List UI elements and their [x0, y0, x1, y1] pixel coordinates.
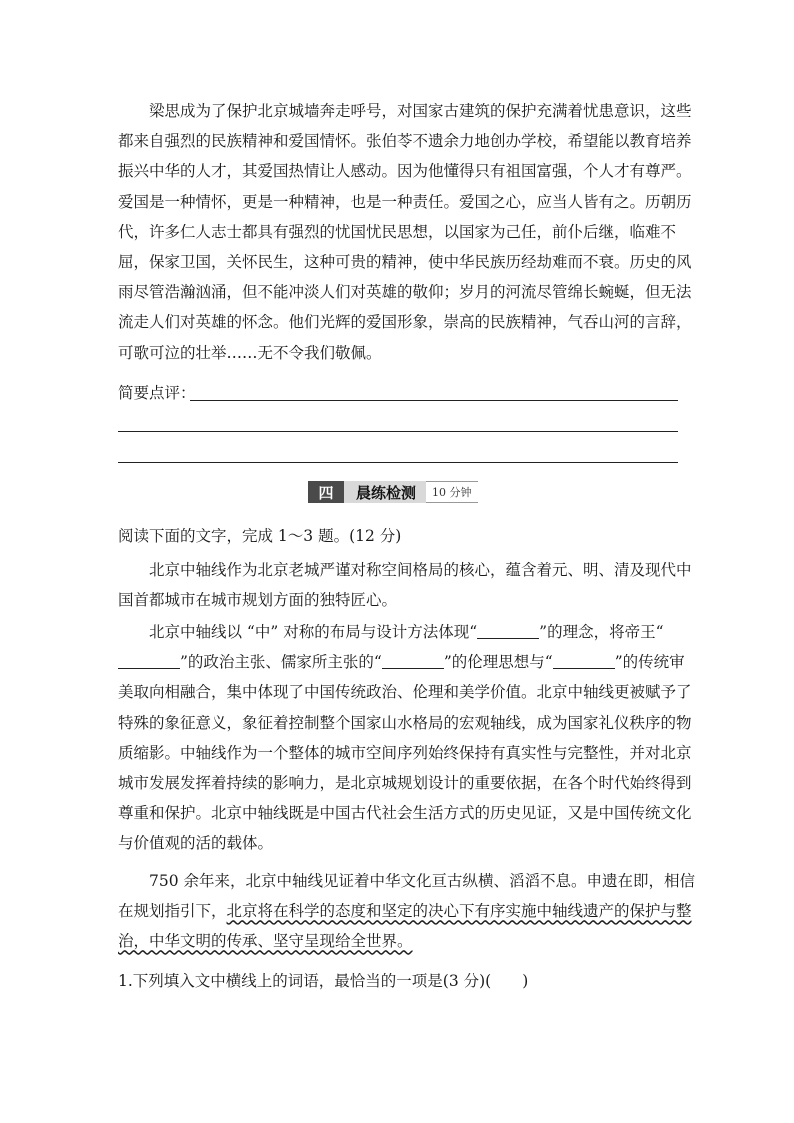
- paragraph-text: 北京中轴线以 “中” 对称的布局与设计方法体现“: [149, 623, 478, 641]
- question-1: 1.下列填入文中横线上的词语，最恰当的一项是(3 分)( ): [118, 972, 529, 990]
- reading-instruction: 阅读下面的文字，完成 1～3 题。(12 分): [118, 527, 402, 545]
- comment-label: 简要点评：: [118, 384, 196, 402]
- fill-blank: [382, 653, 444, 670]
- reading-paragraph-1: 北京中轴线作为北京老城严谨对称空间格局的核心，蕴含着元、明、清及现代中国首都城市在城市规划方面的独特匠心。: [118, 561, 692, 610]
- underlined-sentence: 北京将在科学的态度和坚定的决心下有序实施中轴线遗产的保护与整治，中华文明的传承、坚守呈现给全世界。: [118, 902, 692, 951]
- paragraph-text: 750 余年来，北京中轴线见证着中华文化亘古纵横、滔滔不息。申遗在即，相信在规划指引下，: [118, 872, 696, 921]
- answer-line: [190, 400, 678, 401]
- paragraph-text: ”的理念，将帝王“: [539, 623, 664, 641]
- section-header: [308, 481, 478, 503]
- section-number: 四: [308, 481, 344, 503]
- paragraph-text: ”的传统审美取向相融合，集中体现了中国传统政治、伦理和美学价值。北京中轴线更被赋予了特殊的象征意义，象征着控制整个国家山水格局的宏观轴线，成为国家礼仪秩序的物质缩影。中轴线作为一个整体的城市空间序列始终保持有真实性与完整性，并对北京城市发展发挥着持续的影响力，是北京城规划设计的重要依据，在各个时代始终得到尊重和保护。北京中轴线既是中国古代社会生活方式的历史见证，又是中国传统文化与价值观的活的载体。: [118, 653, 692, 853]
- section-title: 晨练检测: [344, 481, 426, 503]
- passage-paragraph: 梁思成为了保护北京城墙奔走呼号，对国家古建筑的保护充满着忧患意识，这些都来自强烈的民族精神和爱国情怀。张伯苓不遗余力地创办学校，希望能以教育培养振兴中华的人才，其爱国热情让人感动。因为他懂得只有祖国富强，个人才有尊严。爱国是一种情怀，更是一种精神，也是一种责任。爱国之心，应当人皆有之。历朝历代，许多仁人志士都具有强烈的忧国忧民思想，以国家为己任，前仆后继，临难不屈，保家卫国，关怀民生，这种可贵的精神，使中华民族历经劫难而不衰。历史的风雨尽管浩瀚汹涌，但不能冲淡人们对英雄的敬仰；岁月的河流尽管绵长蜿蜒，但无法流走人们对英雄的怀念。他们光辉的爱国形象，崇高的民族精神，气吞山河的言辞，可歌可泣的壮举……无不令我们敬佩。: [118, 102, 692, 362]
- comment-row: [118, 381, 678, 405]
- paragraph-text: ”的伦理思想与“: [443, 653, 553, 672]
- paragraph-text: ”的政治主张、儒家所主张的“: [180, 653, 382, 672]
- answer-line: [118, 431, 678, 432]
- answer-line: [118, 462, 678, 463]
- reading-paragraph-3: [118, 866, 698, 957]
- reading-paragraph-2: [118, 617, 698, 859]
- fill-blank: [118, 653, 180, 670]
- section-time: 10 分钟: [426, 481, 478, 503]
- fill-blank: [553, 653, 615, 670]
- fill-blank: [477, 623, 539, 640]
